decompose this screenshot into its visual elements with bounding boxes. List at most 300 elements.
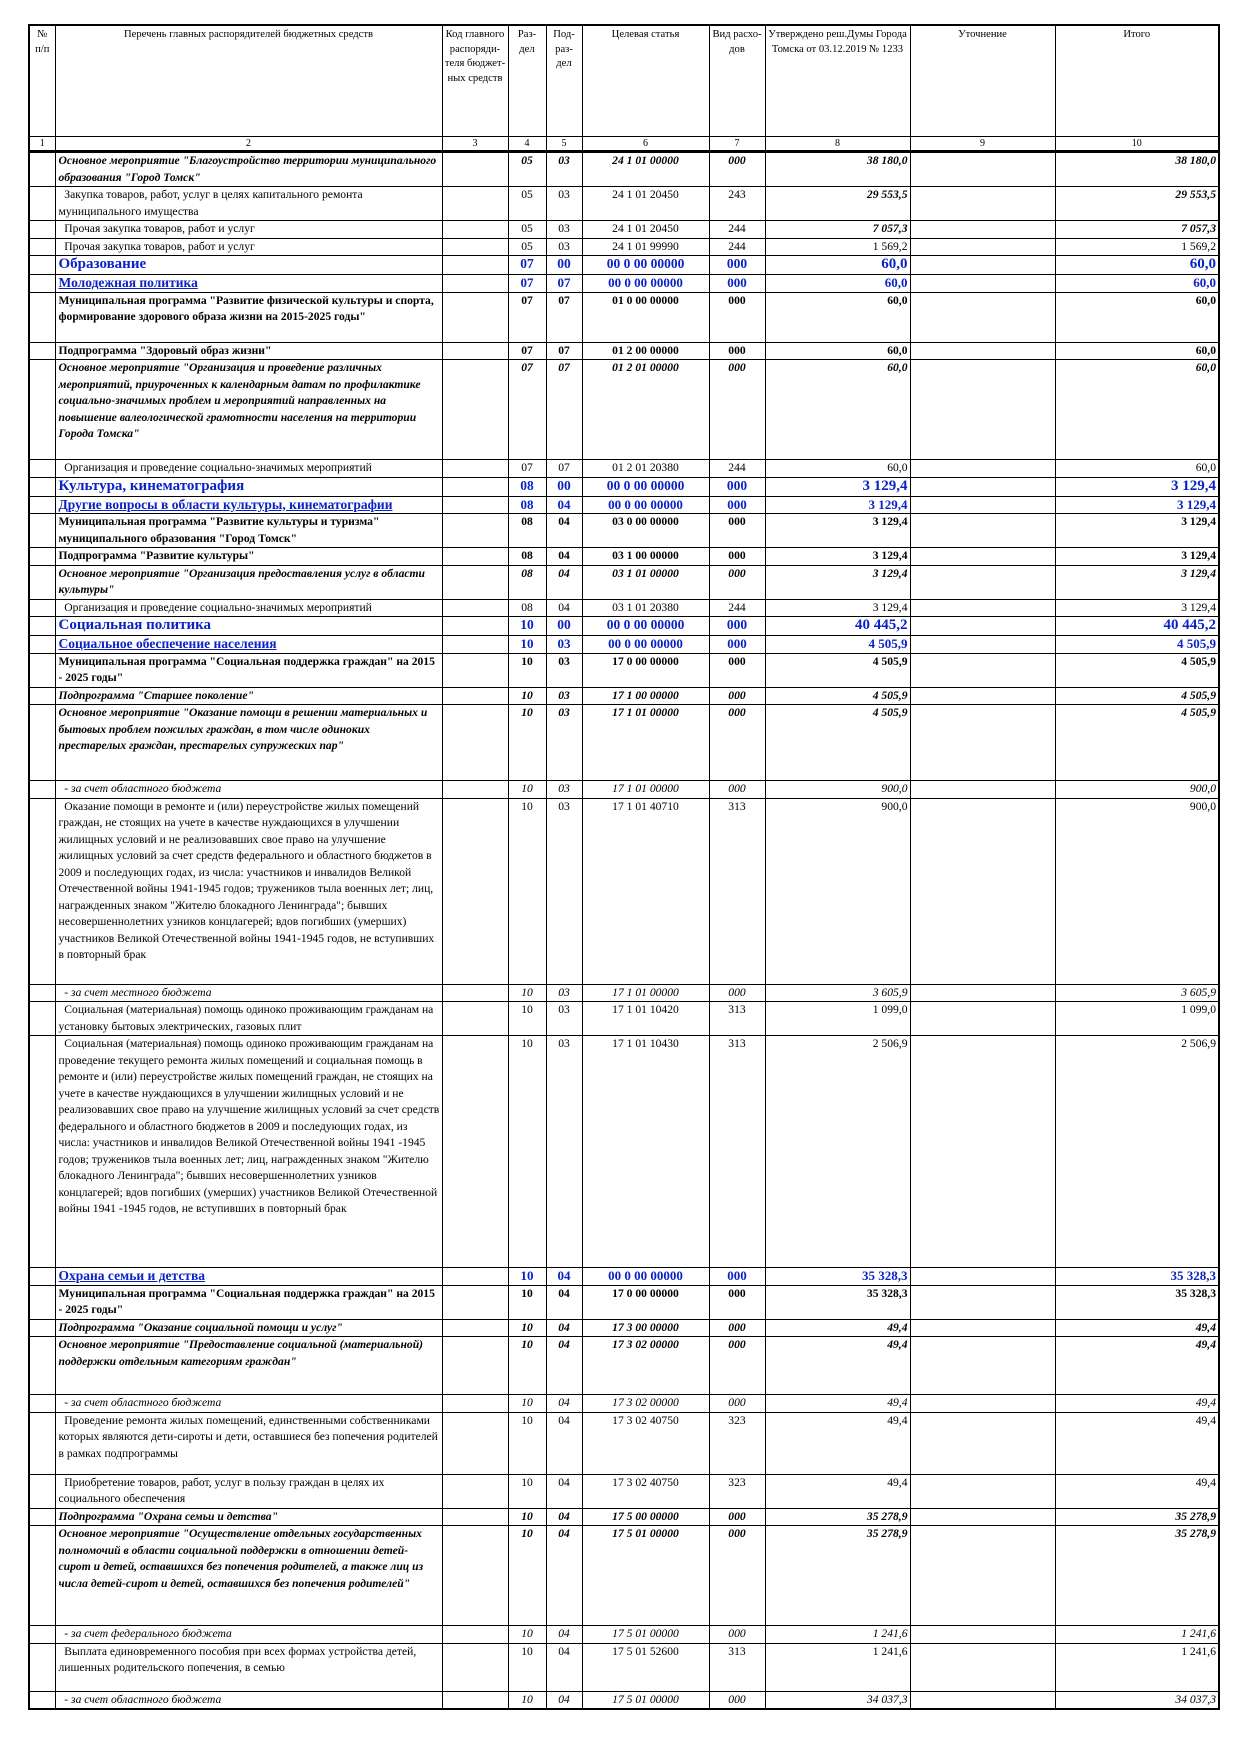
table-row xyxy=(29,565,1219,599)
row-subsection-cell: 03 xyxy=(546,798,582,984)
row-approved-cell: 4 505,9 xyxy=(765,705,910,781)
row-change-cell xyxy=(910,984,1055,1002)
row-total-cell: 3 129,4 xyxy=(1055,548,1219,566)
row-section-cell: 05 xyxy=(508,187,546,221)
row-name-cell: Прочая закупка товаров, работ и услуг xyxy=(55,238,442,256)
row-target-article-cell: 17 5 01 00000 xyxy=(582,1526,709,1626)
row-approved-cell: 3 129,4 xyxy=(765,514,910,548)
row-distributor-code-cell xyxy=(442,781,508,799)
row-total-cell: 3 129,4 xyxy=(1055,514,1219,548)
row-target-article-cell: 17 3 02 00000 xyxy=(582,1337,709,1395)
row-target-article-cell: 24 1 01 99990 xyxy=(582,238,709,256)
row-approved-cell: 49,4 xyxy=(765,1395,910,1413)
table-row xyxy=(29,477,1219,496)
row-section-cell: 07 xyxy=(508,342,546,360)
row-total-cell: 29 553,5 xyxy=(1055,187,1219,221)
row-number-cell xyxy=(29,152,55,187)
table-row xyxy=(29,636,1219,654)
row-number-cell xyxy=(29,687,55,705)
row-total-cell: 4 505,9 xyxy=(1055,653,1219,687)
row-change-cell xyxy=(910,360,1055,460)
row-change-cell xyxy=(910,617,1055,636)
row-change-cell xyxy=(910,1526,1055,1626)
row-section-cell: 08 xyxy=(508,496,546,514)
row-approved-cell: 35 278,9 xyxy=(765,1526,910,1626)
row-name-cell: Социальная (материальная) помощь одиноко проживающим гражданам на проведение текущего ремонта жилых помещений и социальная помощь в ремонте и (или) переустройстве жилых помещений граждан, не стоящих на учете в качестве нуждающихся в улучшении жилищных условий и не реализовавших свое право на улучшение жилищных условий за счет средств федерального и областного бюджетов в 2009 и последующих годах, из числа: участников и инвалидов Великой Отечественной войны 1941 -1945 годов; тружеников тыла военных лет; лиц, награжденных знаком "Жителю блокадного Ленинграда"; бывших несовершеннолетних узников концлагерей; вдов погибших (умерших) участников Великой Отечественной войны 1941 -1945 годов, не вступивших в повторный брак xyxy=(55,1036,442,1268)
row-target-article-cell: 17 1 01 00000 xyxy=(582,984,709,1002)
row-approved-cell: 3 129,4 xyxy=(765,496,910,514)
row-distributor-code-cell xyxy=(442,984,508,1002)
row-approved-cell: 34 037,3 xyxy=(765,1691,910,1709)
table-row xyxy=(29,984,1219,1002)
row-subsection-cell: 04 xyxy=(546,548,582,566)
row-target-article-cell: 17 0 00 00000 xyxy=(582,653,709,687)
row-name-cell: Подпрограмма "Здоровый образ жизни" xyxy=(55,342,442,360)
row-name-cell: Муниципальная программа "Развитие культуры и туризма" муниципального образования "Город Томск" xyxy=(55,514,442,548)
row-section-cell: 10 xyxy=(508,1626,546,1644)
row-change-cell xyxy=(910,292,1055,342)
row-expense-type-cell: 000 xyxy=(709,477,765,496)
budget-table-page xyxy=(28,24,1218,1710)
row-number-cell xyxy=(29,221,55,239)
row-expense-type-cell: 000 xyxy=(709,275,765,293)
row-target-article-cell: 17 5 01 52600 xyxy=(582,1643,709,1691)
row-approved-cell: 4 505,9 xyxy=(765,687,910,705)
row-change-cell xyxy=(910,1268,1055,1286)
row-section-cell: 10 xyxy=(508,1412,546,1474)
row-expense-type-cell: 000 xyxy=(709,256,765,275)
header-total: Итого xyxy=(1055,25,1219,137)
row-distributor-code-cell xyxy=(442,1268,508,1286)
table-row xyxy=(29,1412,1219,1474)
row-section-cell: 10 xyxy=(508,1036,546,1268)
row-subsection-cell: 04 xyxy=(546,1285,582,1319)
row-change-cell xyxy=(910,565,1055,599)
row-subsection-cell: 03 xyxy=(546,781,582,799)
row-approved-cell: 7 057,3 xyxy=(765,221,910,239)
row-section-cell: 10 xyxy=(508,653,546,687)
row-distributor-code-cell xyxy=(442,599,508,617)
row-section-cell: 10 xyxy=(508,1526,546,1626)
row-total-cell: 3 129,4 xyxy=(1055,599,1219,617)
row-expense-type-cell: 000 xyxy=(709,781,765,799)
row-distributor-code-cell xyxy=(442,1643,508,1691)
row-change-cell xyxy=(910,599,1055,617)
row-subsection-cell: 04 xyxy=(546,565,582,599)
row-expense-type-cell: 000 xyxy=(709,705,765,781)
row-section-cell: 10 xyxy=(508,1285,546,1319)
row-change-cell xyxy=(910,1337,1055,1395)
row-section-cell: 10 xyxy=(508,1643,546,1691)
table-row xyxy=(29,599,1219,617)
row-expense-type-cell: 000 xyxy=(709,514,765,548)
row-target-article-cell: 17 1 01 00000 xyxy=(582,781,709,799)
row-name-cell: Подпрограмма "Развитие культуры" xyxy=(55,548,442,566)
row-section-cell: 05 xyxy=(508,238,546,256)
row-total-cell: 49,4 xyxy=(1055,1337,1219,1395)
row-subsection-cell: 04 xyxy=(546,1626,582,1644)
row-target-article-cell: 17 3 00 00000 xyxy=(582,1319,709,1337)
row-section-cell: 10 xyxy=(508,705,546,781)
row-approved-cell: 3 605,9 xyxy=(765,984,910,1002)
row-target-article-cell: 17 5 01 00000 xyxy=(582,1626,709,1644)
row-name-cell: Основное мероприятие "Организация предоставления услуг в области культуры" xyxy=(55,565,442,599)
row-total-cell: 60,0 xyxy=(1055,275,1219,293)
row-section-cell: 07 xyxy=(508,460,546,478)
row-total-cell: 35 328,3 xyxy=(1055,1285,1219,1319)
table-row xyxy=(29,1268,1219,1286)
row-number-cell xyxy=(29,1526,55,1626)
row-number-cell xyxy=(29,514,55,548)
row-target-article-cell: 01 2 00 00000 xyxy=(582,342,709,360)
row-name-cell: Закупка товаров, работ, услуг в целях капитального ремонта муниципального имущества xyxy=(55,187,442,221)
row-subsection-cell: 03 xyxy=(546,687,582,705)
row-distributor-code-cell xyxy=(442,1036,508,1268)
row-total-cell: 35 278,9 xyxy=(1055,1508,1219,1526)
row-target-article-cell: 17 3 02 40750 xyxy=(582,1474,709,1508)
row-approved-cell: 2 506,9 xyxy=(765,1036,910,1268)
row-total-cell: 49,4 xyxy=(1055,1319,1219,1337)
row-expense-type-cell: 313 xyxy=(709,1036,765,1268)
row-approved-cell: 900,0 xyxy=(765,781,910,799)
row-expense-type-cell: 000 xyxy=(709,496,765,514)
table-row xyxy=(29,187,1219,221)
row-name-cell: Социальная политика xyxy=(55,617,442,636)
row-total-cell: 2 506,9 xyxy=(1055,1036,1219,1268)
row-name-cell: Другие вопросы в области культуры, кинематографии xyxy=(55,496,442,514)
row-subsection-cell: 03 xyxy=(546,1036,582,1268)
row-approved-cell: 35 278,9 xyxy=(765,1508,910,1526)
row-section-cell: 10 xyxy=(508,1474,546,1508)
row-change-cell xyxy=(910,687,1055,705)
row-subsection-cell: 04 xyxy=(546,496,582,514)
column-number: 5 xyxy=(546,137,582,152)
row-expense-type-cell: 000 xyxy=(709,636,765,654)
row-subsection-cell: 07 xyxy=(546,342,582,360)
row-number-cell xyxy=(29,1626,55,1644)
row-expense-type-cell: 313 xyxy=(709,798,765,984)
row-name-cell: Муниципальная программа "Социальная поддержка граждан" на 2015 - 2025 годы" xyxy=(55,1285,442,1319)
row-change-cell xyxy=(910,477,1055,496)
row-number-cell xyxy=(29,1268,55,1286)
row-number-cell xyxy=(29,238,55,256)
row-expense-type-cell: 000 xyxy=(709,360,765,460)
row-expense-type-cell: 313 xyxy=(709,1002,765,1036)
row-change-cell xyxy=(910,342,1055,360)
table-row xyxy=(29,256,1219,275)
row-name-cell: Социальная (материальная) помощь одиноко проживающим гражданам на установку бытовых электрических, газовых плит xyxy=(55,1002,442,1036)
table-body xyxy=(29,152,1219,1710)
row-name-cell: Молодежная политика xyxy=(55,275,442,293)
table-row xyxy=(29,1285,1219,1319)
row-expense-type-cell: 000 xyxy=(709,653,765,687)
row-section-cell: 10 xyxy=(508,1337,546,1395)
row-approved-cell: 49,4 xyxy=(765,1319,910,1337)
table-row xyxy=(29,1691,1219,1709)
row-expense-type-cell: 000 xyxy=(709,984,765,1002)
row-number-cell xyxy=(29,1508,55,1526)
row-number-cell xyxy=(29,1412,55,1474)
row-target-article-cell: 17 3 02 00000 xyxy=(582,1395,709,1413)
row-number-cell xyxy=(29,477,55,496)
row-number-cell xyxy=(29,636,55,654)
row-distributor-code-cell xyxy=(442,221,508,239)
row-expense-type-cell: 313 xyxy=(709,1643,765,1691)
row-change-cell xyxy=(910,781,1055,799)
row-number-cell xyxy=(29,653,55,687)
row-target-article-cell: 00 0 00 00000 xyxy=(582,496,709,514)
column-number: 4 xyxy=(508,137,546,152)
column-number: 9 xyxy=(910,137,1055,152)
row-distributor-code-cell xyxy=(442,342,508,360)
row-expense-type-cell: 000 xyxy=(709,1508,765,1526)
row-subsection-cell: 00 xyxy=(546,477,582,496)
row-name-cell: - за счет областного бюджета xyxy=(55,1395,442,1413)
row-change-cell xyxy=(910,653,1055,687)
row-subsection-cell: 03 xyxy=(546,238,582,256)
row-subsection-cell: 03 xyxy=(546,221,582,239)
header-approved: Утверждено реш.Думы Города Томска от 03.12.2019 № 1233 xyxy=(765,25,910,137)
row-expense-type-cell: 244 xyxy=(709,599,765,617)
row-expense-type-cell: 244 xyxy=(709,221,765,239)
row-name-cell: - за счет местного бюджета xyxy=(55,984,442,1002)
row-target-article-cell: 17 1 00 00000 xyxy=(582,687,709,705)
row-change-cell xyxy=(910,1626,1055,1644)
row-subsection-cell: 00 xyxy=(546,256,582,275)
column-number: 1 xyxy=(29,137,55,152)
row-number-cell xyxy=(29,342,55,360)
table-row xyxy=(29,360,1219,460)
row-distributor-code-cell xyxy=(442,1285,508,1319)
row-distributor-code-cell xyxy=(442,1508,508,1526)
row-distributor-code-cell xyxy=(442,548,508,566)
row-target-article-cell: 17 5 00 00000 xyxy=(582,1508,709,1526)
row-name-cell: - за счет областного бюджета xyxy=(55,781,442,799)
row-name-cell: Муниципальная программа "Развитие физической культуры и спорта, формирование здорового образа жизни на 2015-2025 годы" xyxy=(55,292,442,342)
row-change-cell xyxy=(910,636,1055,654)
row-distributor-code-cell xyxy=(442,798,508,984)
row-subsection-cell: 04 xyxy=(546,1319,582,1337)
table-row xyxy=(29,238,1219,256)
row-target-article-cell: 01 2 01 20380 xyxy=(582,460,709,478)
row-total-cell: 7 057,3 xyxy=(1055,221,1219,239)
row-subsection-cell: 04 xyxy=(546,1508,582,1526)
row-subsection-cell: 04 xyxy=(546,599,582,617)
row-section-cell: 10 xyxy=(508,1002,546,1036)
row-distributor-code-cell xyxy=(442,238,508,256)
row-total-cell: 4 505,9 xyxy=(1055,687,1219,705)
row-section-cell: 07 xyxy=(508,256,546,275)
row-target-article-cell: 03 1 01 20380 xyxy=(582,599,709,617)
row-change-cell xyxy=(910,1036,1055,1268)
row-name-cell: Основное мероприятие "Оказание помощи в решении материальных и бытовых проблем пожилых граждан, в том числе одиноких престарелых граждан, престарелых супружеских пар" xyxy=(55,705,442,781)
row-approved-cell: 1 241,6 xyxy=(765,1626,910,1644)
row-name-cell: Прочая закупка товаров, работ и услуг xyxy=(55,221,442,239)
row-total-cell: 4 505,9 xyxy=(1055,636,1219,654)
row-change-cell xyxy=(910,1319,1055,1337)
row-approved-cell: 49,4 xyxy=(765,1337,910,1395)
row-approved-cell: 38 180,0 xyxy=(765,152,910,187)
table-row xyxy=(29,1526,1219,1626)
row-change-cell xyxy=(910,705,1055,781)
row-target-article-cell: 00 0 00 00000 xyxy=(582,636,709,654)
row-name-cell: Проведение ремонта жилых помещений, единственными собственниками которых являются дети-сироты и дети, оставшиеся без попечения родителей в рамках подпрограммы xyxy=(55,1412,442,1474)
table-row xyxy=(29,342,1219,360)
row-expense-type-cell: 244 xyxy=(709,460,765,478)
row-distributor-code-cell xyxy=(442,1319,508,1337)
row-subsection-cell: 04 xyxy=(546,514,582,548)
row-subsection-cell: 04 xyxy=(546,1643,582,1691)
row-number-cell xyxy=(29,1337,55,1395)
row-change-cell xyxy=(910,187,1055,221)
row-number-cell xyxy=(29,275,55,293)
row-expense-type-cell: 000 xyxy=(709,1319,765,1337)
row-total-cell: 34 037,3 xyxy=(1055,1691,1219,1709)
row-approved-cell: 35 328,3 xyxy=(765,1285,910,1319)
row-number-cell xyxy=(29,187,55,221)
header-distributors: Перечень главных распорядителей бюджетных средств xyxy=(55,25,442,137)
header-subsection: Под-раз-дел xyxy=(546,25,582,137)
row-subsection-cell: 07 xyxy=(546,292,582,342)
row-name-cell: Образование xyxy=(55,256,442,275)
table-row xyxy=(29,781,1219,799)
row-total-cell: 1 569,2 xyxy=(1055,238,1219,256)
row-distributor-code-cell xyxy=(442,636,508,654)
row-approved-cell: 40 445,2 xyxy=(765,617,910,636)
row-approved-cell: 3 129,4 xyxy=(765,477,910,496)
header-distributor-code: Код главного распоряди-теля бюджет-ных средств xyxy=(442,25,508,137)
row-section-cell: 05 xyxy=(508,221,546,239)
row-total-cell: 1 241,6 xyxy=(1055,1643,1219,1691)
row-approved-cell: 29 553,5 xyxy=(765,187,910,221)
row-subsection-cell: 03 xyxy=(546,653,582,687)
table-row xyxy=(29,1626,1219,1644)
row-expense-type-cell: 000 xyxy=(709,342,765,360)
row-total-cell: 60,0 xyxy=(1055,256,1219,275)
table-row xyxy=(29,705,1219,781)
header-target-article: Целевая статья xyxy=(582,25,709,137)
row-number-cell xyxy=(29,1285,55,1319)
row-name-cell: Культура, кинематография xyxy=(55,477,442,496)
row-total-cell: 49,4 xyxy=(1055,1395,1219,1413)
row-section-cell: 10 xyxy=(508,687,546,705)
row-target-article-cell: 17 0 00 00000 xyxy=(582,1285,709,1319)
header-section: Раз-дел xyxy=(508,25,546,137)
row-distributor-code-cell xyxy=(442,187,508,221)
row-number-cell xyxy=(29,984,55,1002)
row-section-cell: 07 xyxy=(508,275,546,293)
row-change-cell xyxy=(910,1474,1055,1508)
table-row xyxy=(29,1337,1219,1395)
row-number-cell xyxy=(29,565,55,599)
table-row xyxy=(29,617,1219,636)
table-row xyxy=(29,687,1219,705)
row-change-cell xyxy=(910,275,1055,293)
row-name-cell: Охрана семьи и детства xyxy=(55,1268,442,1286)
row-distributor-code-cell xyxy=(442,514,508,548)
row-expense-type-cell: 000 xyxy=(709,1337,765,1395)
row-section-cell: 10 xyxy=(508,1691,546,1709)
row-approved-cell: 35 328,3 xyxy=(765,1268,910,1286)
row-name-cell: Подпрограмма "Оказание социальной помощи и услуг" xyxy=(55,1319,442,1337)
row-distributor-code-cell xyxy=(442,477,508,496)
row-number-cell xyxy=(29,1691,55,1709)
row-expense-type-cell: 000 xyxy=(709,1395,765,1413)
row-number-cell xyxy=(29,705,55,781)
row-approved-cell: 4 505,9 xyxy=(765,636,910,654)
row-name-cell: Основное мероприятие "Благоустройство территории муниципального образования "Город Томск" xyxy=(55,152,442,187)
row-name-cell: Организация и проведение социально-значимых мероприятий xyxy=(55,599,442,617)
row-subsection-cell: 04 xyxy=(546,1526,582,1626)
row-distributor-code-cell xyxy=(442,1337,508,1395)
row-approved-cell: 3 129,4 xyxy=(765,548,910,566)
row-subsection-cell: 04 xyxy=(546,1412,582,1474)
row-distributor-code-cell xyxy=(442,460,508,478)
row-expense-type-cell: 244 xyxy=(709,238,765,256)
column-number: 7 xyxy=(709,137,765,152)
row-section-cell: 05 xyxy=(508,152,546,187)
table-header-row xyxy=(29,25,1219,137)
row-target-article-cell: 03 1 01 00000 xyxy=(582,565,709,599)
row-change-cell xyxy=(910,548,1055,566)
row-target-article-cell: 03 0 00 00000 xyxy=(582,514,709,548)
row-approved-cell: 60,0 xyxy=(765,460,910,478)
row-approved-cell: 49,4 xyxy=(765,1474,910,1508)
row-subsection-cell: 00 xyxy=(546,617,582,636)
row-total-cell: 49,4 xyxy=(1055,1474,1219,1508)
row-change-cell xyxy=(910,152,1055,187)
header-expense-type: Вид расхо-дов xyxy=(709,25,765,137)
row-distributor-code-cell xyxy=(442,256,508,275)
row-number-cell xyxy=(29,1474,55,1508)
row-subsection-cell: 03 xyxy=(546,984,582,1002)
row-expense-type-cell: 000 xyxy=(709,1526,765,1626)
table-row xyxy=(29,152,1219,187)
row-approved-cell: 3 129,4 xyxy=(765,565,910,599)
row-distributor-code-cell xyxy=(442,1691,508,1709)
row-distributor-code-cell xyxy=(442,292,508,342)
row-number-cell xyxy=(29,548,55,566)
row-total-cell: 49,4 xyxy=(1055,1412,1219,1474)
row-section-cell: 08 xyxy=(508,514,546,548)
row-change-cell xyxy=(910,1002,1055,1036)
row-name-cell: Приобретение товаров, работ, услуг в пользу граждан в целях их социального обеспечения xyxy=(55,1474,442,1508)
table-row xyxy=(29,653,1219,687)
row-number-cell xyxy=(29,1395,55,1413)
row-target-article-cell: 01 0 00 00000 xyxy=(582,292,709,342)
row-total-cell: 3 129,4 xyxy=(1055,477,1219,496)
row-total-cell: 3 129,4 xyxy=(1055,496,1219,514)
row-total-cell: 1 241,6 xyxy=(1055,1626,1219,1644)
row-total-cell: 35 278,9 xyxy=(1055,1526,1219,1626)
row-expense-type-cell: 000 xyxy=(709,687,765,705)
row-number-cell xyxy=(29,496,55,514)
row-change-cell xyxy=(910,221,1055,239)
column-number: 6 xyxy=(582,137,709,152)
row-expense-type-cell: 000 xyxy=(709,152,765,187)
row-target-article-cell: 17 5 01 00000 xyxy=(582,1691,709,1709)
column-number: 2 xyxy=(55,137,442,152)
row-name-cell: Организация и проведение социально-значимых мероприятий xyxy=(55,460,442,478)
row-total-cell: 60,0 xyxy=(1055,360,1219,460)
row-expense-type-cell: 000 xyxy=(709,617,765,636)
row-change-cell xyxy=(910,238,1055,256)
row-section-cell: 10 xyxy=(508,781,546,799)
row-change-cell xyxy=(910,514,1055,548)
row-total-cell: 3 129,4 xyxy=(1055,565,1219,599)
row-expense-type-cell: 243 xyxy=(709,187,765,221)
row-distributor-code-cell xyxy=(442,1002,508,1036)
